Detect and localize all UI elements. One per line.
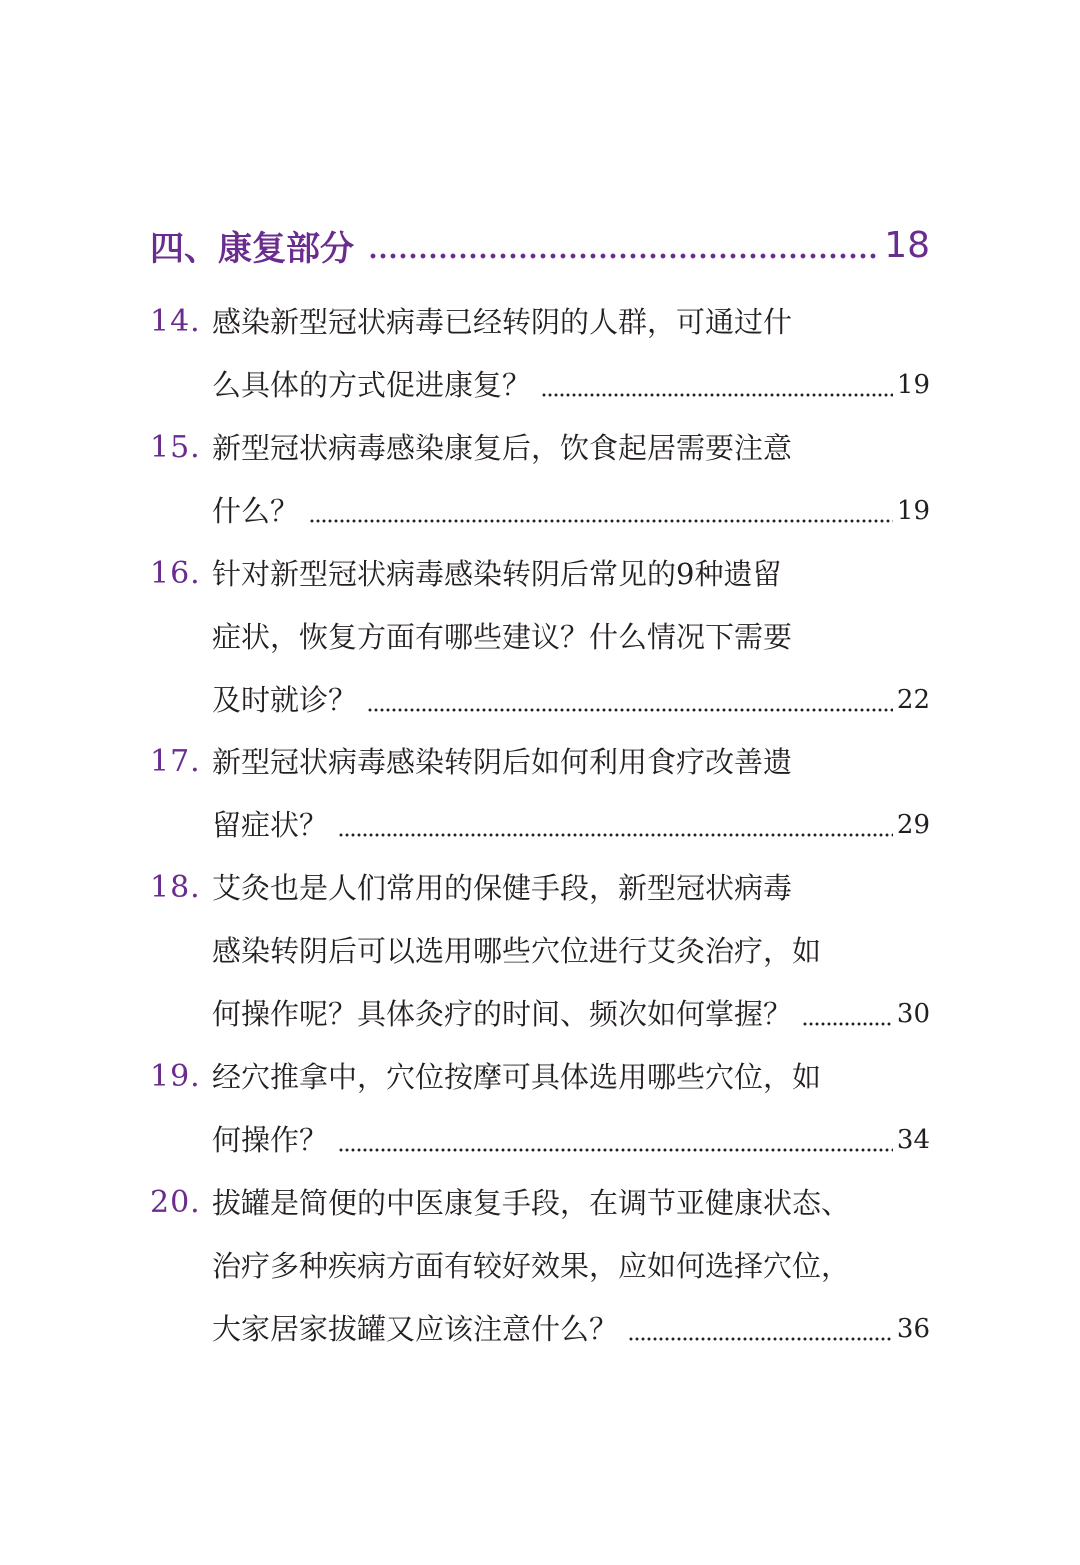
entry-number: 19. bbox=[150, 1059, 201, 1094]
entry-page-number: 34 bbox=[896, 1125, 930, 1155]
entry-text: 什么？ bbox=[212, 494, 300, 528]
entry-number: 20. bbox=[150, 1185, 201, 1220]
entry-page-number: 30 bbox=[896, 999, 930, 1029]
leader-dots bbox=[802, 1022, 893, 1026]
toc-entry-line[interactable] bbox=[212, 803, 930, 847]
toc-entry-line[interactable] bbox=[212, 552, 930, 596]
entry-text: 拔罐是简便的中医康复手段，在调节亚健康状态、 bbox=[212, 1186, 851, 1220]
leader-dots bbox=[338, 833, 893, 837]
entry-number: 15. bbox=[150, 430, 201, 465]
leader-dots bbox=[541, 393, 893, 397]
entry-number: 16. bbox=[150, 556, 201, 591]
toc-entry-line[interactable] bbox=[212, 740, 930, 784]
entry-text: 新型冠状病毒感染康复后，饮食起居需要注意 bbox=[212, 431, 793, 465]
entry-number: 14. bbox=[150, 304, 201, 339]
section-leader-dots bbox=[368, 253, 878, 259]
entry-text: 大家居家拔罐又应该注意什么？ bbox=[212, 1312, 619, 1346]
section-page-number: 18 bbox=[884, 224, 930, 266]
entry-page-number: 19 bbox=[896, 496, 930, 526]
entry-text: 留症状？ bbox=[212, 808, 329, 842]
toc-entry-line[interactable] bbox=[212, 615, 930, 659]
toc-entry-line[interactable] bbox=[212, 1181, 930, 1225]
toc-entry-line[interactable] bbox=[212, 300, 930, 344]
entry-text: 针对新型冠状病毒感染转阴后常见的9种遗留 bbox=[212, 557, 782, 591]
toc-entry-line[interactable] bbox=[212, 929, 930, 973]
entry-text: 新型冠状病毒感染转阴后如何利用食疗改善遗 bbox=[212, 745, 793, 779]
leader-dots bbox=[309, 519, 893, 523]
toc-entry-line[interactable] bbox=[212, 678, 930, 722]
entry-text: 治疗多种疾病方面有较好效果，应如何选择穴位， bbox=[212, 1249, 851, 1283]
entry-number: 17. bbox=[150, 744, 201, 779]
section-heading[interactable] bbox=[150, 217, 930, 273]
toc-entry-line[interactable] bbox=[212, 992, 930, 1036]
toc-entry-line[interactable] bbox=[212, 426, 930, 470]
toc-entry-line[interactable] bbox=[212, 363, 930, 407]
entry-text: 症状，恢复方面有哪些建议？什么情况下需要 bbox=[212, 620, 793, 654]
entry-page-number: 29 bbox=[896, 810, 930, 840]
toc-entry-line[interactable] bbox=[212, 489, 930, 533]
entry-text: 经穴推拿中，穴位按摩可具体选用哪些穴位，如 bbox=[212, 1060, 822, 1094]
toc-entry-line[interactable] bbox=[212, 1244, 930, 1288]
entry-text: 何操作？ bbox=[212, 1123, 329, 1157]
toc-entry-line[interactable] bbox=[212, 1307, 930, 1351]
leader-dots bbox=[367, 708, 893, 712]
entry-text: 及时就诊？ bbox=[212, 683, 358, 717]
toc-entry-line[interactable] bbox=[212, 1118, 930, 1162]
entry-page-number: 36 bbox=[896, 1314, 930, 1344]
entry-text: 感染转阴后可以选用哪些穴位进行艾灸治疗，如 bbox=[212, 934, 822, 968]
toc-entry-line[interactable] bbox=[212, 1055, 930, 1099]
entry-text: 么具体的方式促进康复？ bbox=[212, 368, 532, 402]
toc-entry-line[interactable] bbox=[212, 866, 930, 910]
entry-text: 艾灸也是人们常用的保健手段，新型冠状病毒 bbox=[212, 871, 793, 905]
entry-text: 感染新型冠状病毒已经转阴的人群，可通过什 bbox=[212, 305, 793, 339]
leader-dots bbox=[338, 1148, 893, 1152]
entry-page-number: 22 bbox=[896, 685, 930, 715]
entry-page-number: 19 bbox=[896, 370, 930, 400]
section-title: 四、康复部分 bbox=[150, 228, 354, 269]
leader-dots bbox=[628, 1337, 893, 1341]
entry-number: 18. bbox=[150, 870, 201, 905]
entry-text: 何操作呢？具体灸疗的时间、频次如何掌握？ bbox=[212, 997, 793, 1031]
